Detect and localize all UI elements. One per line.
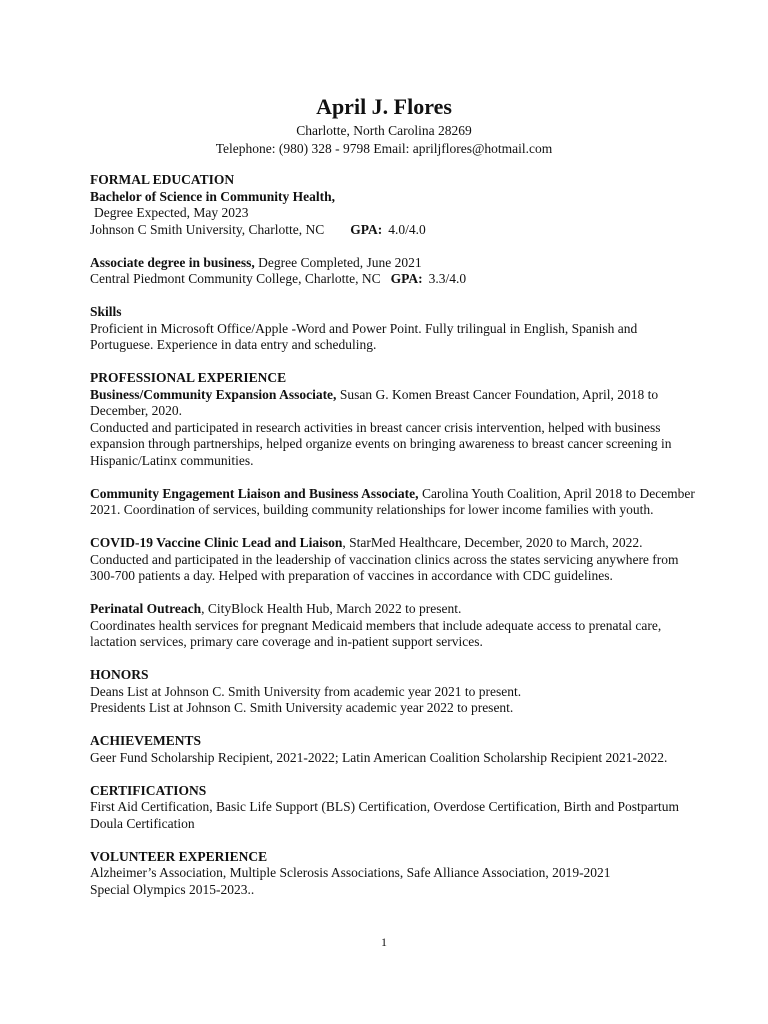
skills-text: Proficient in Microsoft Office/Apple -Word and Power Point. Fully trilingual in English, Spanish and Portuguese. Experience in data entry and scheduling. xyxy=(90,320,638,352)
address: Charlotte, North Carolina 28269 xyxy=(296,123,472,138)
bachelor-degree: Bachelor of Science in Community Health, xyxy=(90,188,335,204)
certifications-section xyxy=(90,783,700,833)
education-section xyxy=(90,172,700,238)
job-title: Business/Community Expansion Associate, xyxy=(90,386,337,402)
associate-degree: Associate degree in business, xyxy=(90,254,255,270)
honors-section xyxy=(90,667,700,717)
skills-section xyxy=(90,304,700,354)
experience-heading: PROFESSIONAL EXPERIENCE xyxy=(90,370,287,385)
honors-heading: HONORS xyxy=(90,667,149,682)
page-number: 1 xyxy=(381,935,387,949)
honor-item: Deans List at Johnson C. Smith University from academic year 2021 to present. xyxy=(90,683,522,699)
volunteer-item: Special Olympics 2015-2023.. xyxy=(90,881,255,897)
honor-item: Presidents List at Johnson C. Smith University academic year 2022 to present. xyxy=(90,700,514,715)
job-title: Community Engagement Liaison and Business Associate, xyxy=(90,485,419,501)
associate-section xyxy=(90,255,700,288)
candidate-name: April J. Flores xyxy=(316,94,452,119)
bachelor-school-line xyxy=(90,222,700,239)
experience-job-1 xyxy=(90,486,700,519)
job-title: COVID-19 Vaccine Clinic Lead and Liaison xyxy=(90,535,343,550)
volunteer-section xyxy=(90,849,700,899)
job-title-line xyxy=(90,486,700,519)
job-detail: , StarMed Healthcare, December, 2020 to March, 2022. xyxy=(342,535,643,550)
job-detail: Carolina Youth Coalition, April 2018 to December 2021. Coordination of services, building community relationships for lower income families with youth. xyxy=(90,485,695,517)
achievements-heading: ACHIEVEMENTS xyxy=(90,733,202,748)
certifications-text: First Aid Certification, Basic Life Support (BLS) Certification, Overdose Certification, Birth and Postpartum Doula Certification xyxy=(90,799,680,831)
job-description: Coordinates health services for pregnant Medicaid members that include adequate access to prenatal care, lactation services, primary care coverage and in-patient support services. xyxy=(90,617,662,649)
volunteer-item: Alzheimer’s Association, Multiple Sclerosis Associations, Safe Alliance Association, 2019-2021 xyxy=(90,865,611,880)
job-detail: Susan G. Komen Breast Cancer Foundation, April, 2018 to December, 2020. xyxy=(90,386,659,418)
experience-job-2 xyxy=(90,535,700,585)
associate-gpa-value: 3.3/4.0 xyxy=(428,271,467,286)
associate-degree-line xyxy=(90,255,700,272)
achievements-text: Geer Fund Scholarship Recipient, 2021-2022; Latin American Coalition Scholarship Recipient 2021-2022. xyxy=(90,749,668,765)
education-heading: FORMAL EDUCATION xyxy=(90,172,235,187)
job-description: Conducted and participated in the leadership of vaccination clinics across the states servicing anywhere from 300-700 patients a day. Helped with preparation of vaccines in accordance with CDC guidelines. xyxy=(90,551,679,583)
associate-completed: Degree Completed, June 2021 xyxy=(254,254,422,270)
job-title: Perinatal Outreach xyxy=(90,601,202,616)
bachelor-gpa-value: 4.0/4.0 xyxy=(388,221,426,237)
job-title-line xyxy=(90,535,700,552)
associate-school: Central Piedmont Community College, Charlotte, NC xyxy=(90,271,381,286)
contact-line: Telephone: (980) 328 - 9798 Email: apriljflores@hotmail.com xyxy=(215,141,553,156)
job-detail: , CityBlock Health Hub, March 2022 to present. xyxy=(201,601,462,616)
bachelor-gpa-label: GPA: xyxy=(350,221,383,237)
bachelor-expected: Degree Expected, May 2023 xyxy=(94,205,249,220)
job-title-line xyxy=(90,601,700,618)
experience-job-0 xyxy=(90,370,700,469)
resume-body xyxy=(90,172,700,915)
achievements-section xyxy=(90,733,700,766)
associate-gpa-label: GPA: xyxy=(390,271,423,286)
skills-heading: Skills xyxy=(90,304,122,319)
job-description: Conducted and participated in research activities in breast cancer crisis intervention, helped with business expansion through partnerships, helped organize events on bringing awareness to breast cancer screening in Hispanic/Latinx communities. xyxy=(90,419,672,468)
associate-school-line xyxy=(90,271,700,288)
experience-job-3 xyxy=(90,601,700,651)
job-title-line xyxy=(90,387,700,420)
bachelor-school: Johnson C Smith University, Charlotte, NC xyxy=(90,221,325,237)
volunteer-heading: VOLUNTEER EXPERIENCE xyxy=(90,848,268,864)
resume-header xyxy=(0,92,768,158)
certifications-heading: CERTIFICATIONS xyxy=(90,782,207,798)
